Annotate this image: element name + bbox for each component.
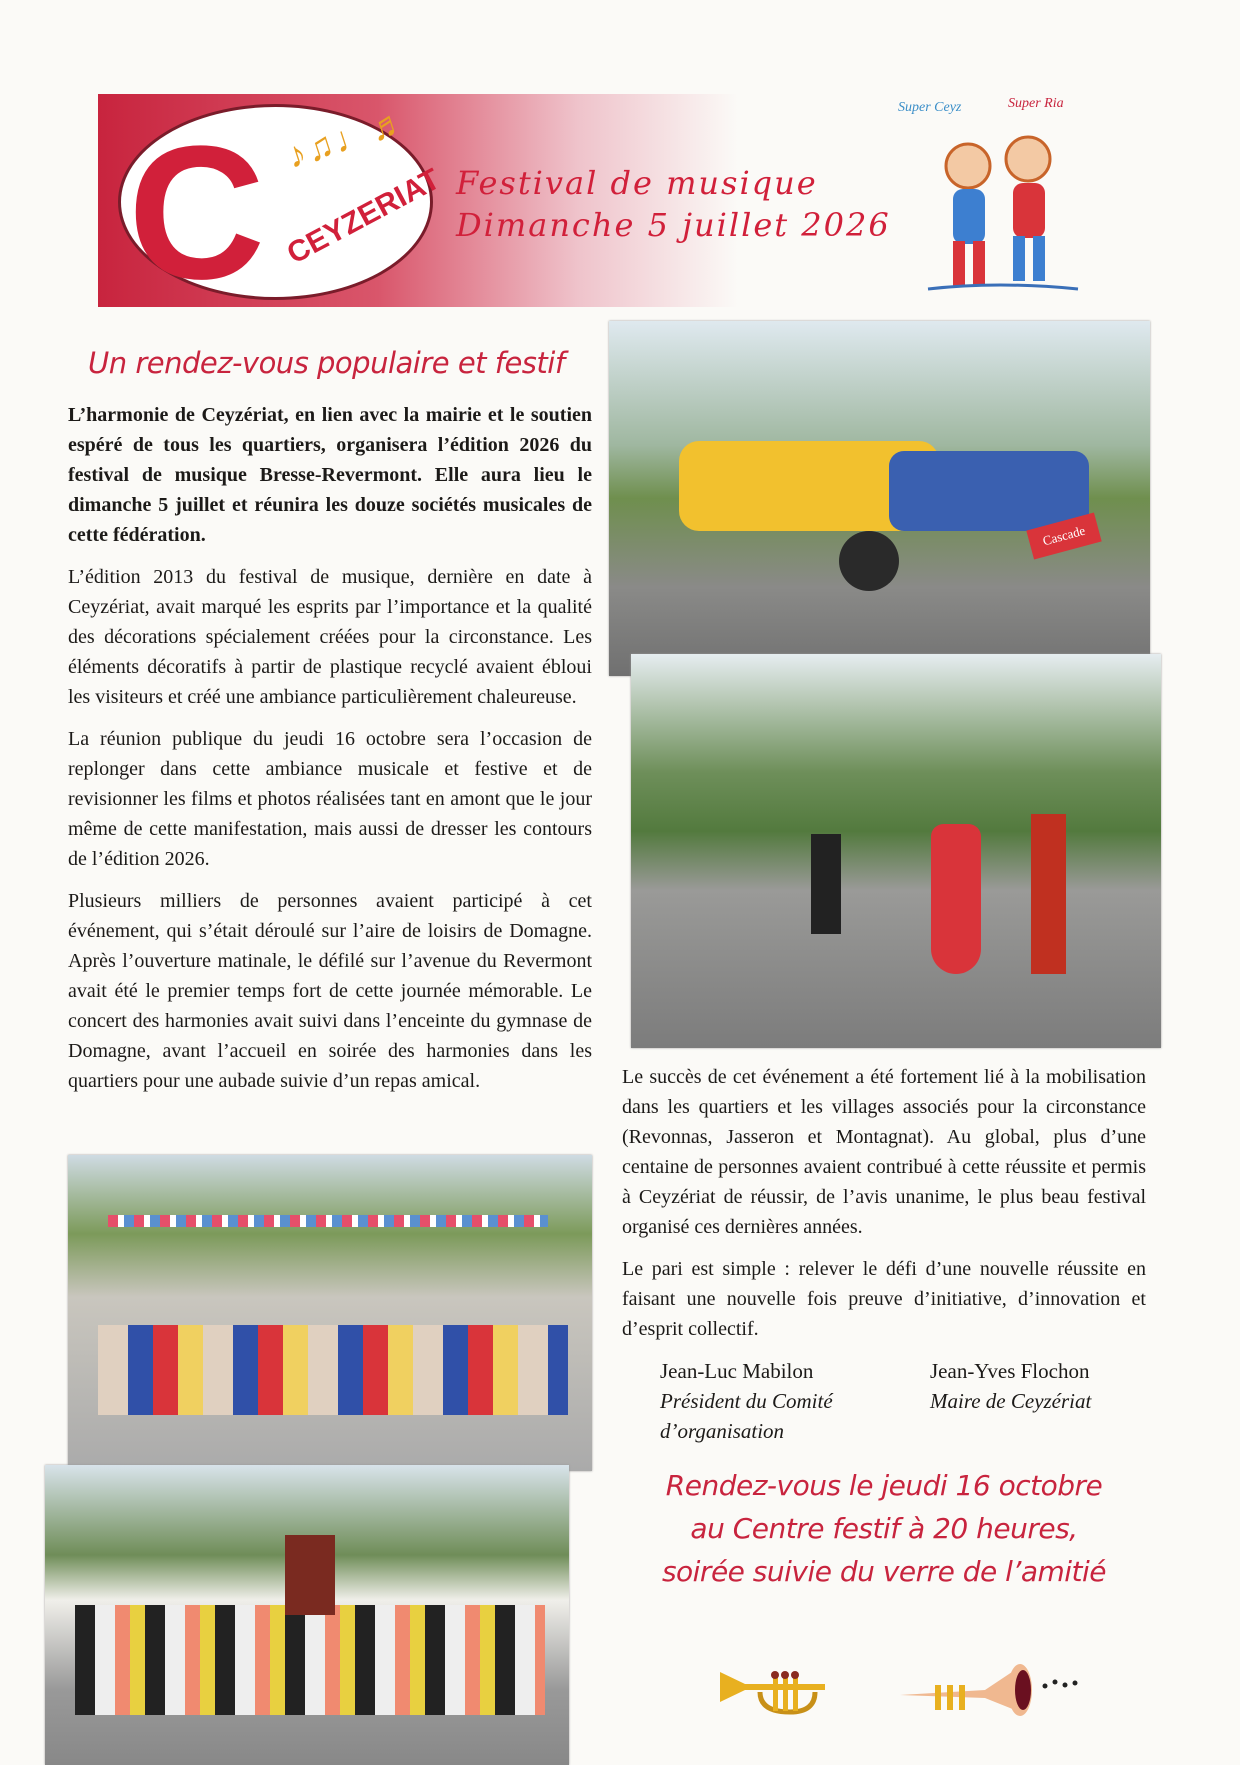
float-sign: Cascade — [1026, 512, 1101, 559]
paragraph: Le succès de cet événement a été fortement lié à la mobilisation dans les quartiers et les villages associés pour la circonstance (Revonnas, Jasseron et Montagnat). Au global, plus d’une centaine de personnes avaient contribué à cette réussite et permis à Ceyzériat de réussir, de l’avis unanime, le plus beau festival organisé ces dernières années. — [622, 1066, 1146, 1238]
photo-parade-dresses — [68, 1155, 592, 1471]
mascot-name-ceyz: Super Ceyz — [898, 100, 962, 115]
festival-title — [456, 162, 891, 246]
photo-flower-float — [609, 321, 1150, 676]
festival-date: Dimanche 5 juillet 2026 — [456, 206, 891, 244]
logo-c-letter: C — [128, 107, 266, 319]
festival-title-line1: Festival de musique — [456, 164, 818, 202]
intro-paragraph: L’harmonie de Ceyzériat, en lien avec la mairie et le soutien espéré de tous les quartiers, organisera l’édition 2026 du festival de musique Bresse-Revermont. Elle aura lieu le dimanche 5 juillet et réunira les douze sociétés musicales de cette fédération. — [68, 404, 592, 546]
logo-text: CEYZERIAT — [281, 162, 446, 271]
left-column — [68, 400, 592, 1108]
paragraph: Plusieurs milliers de personnes avaient participé à cet événement, qui s’était déroulé sur l’aire de loisirs de Domagne. Après l’ouverture matinale, le défilé sur l’avenue du Revermont avait été le premier temps fort de cette journée mémorable. Le concert des harmonies avait suivi dans l’enceinte du gymnase de Domagne, avant l’accueil en soirée des harmonies dans les quartiers pour une aubade suivie d’un repas amical. — [68, 890, 592, 1092]
callout-line: au Centre festif à 20 heures, — [690, 1512, 1078, 1545]
paragraph: La réunion publique du jeudi 16 octobre sera l’occasion de replonger dans cette ambiance musicale et festive et de revisionner les films et photos réalisées tant en amont que le jour même de cette manifestation, mais aussi de dresser les contours de l’édition 2026. — [68, 728, 592, 870]
mascots-illustration — [898, 96, 1098, 296]
signature-mayor — [930, 1356, 1091, 1446]
article-heading: Un rendez-vous populaire et festif — [88, 346, 565, 380]
signature-role: Maire de Ceyzériat — [930, 1389, 1092, 1413]
running-kids-icon — [908, 121, 1098, 296]
paragraph: L’édition 2013 du festival de musique, dernière en date à Ceyzériat, avait marqué les esprits par l’importance et la qualité des décorations spécialement créées pour la circonstance. Les éléments décoratifs à partir de plastique recyclé avaient ébloui les visiteurs et créé une ambiance particulièrement chaleureuse. — [68, 566, 592, 708]
right-column — [622, 1062, 1146, 1593]
callout-line: soirée suivie du verre de l’amitié — [661, 1555, 1107, 1588]
signature-president — [660, 1356, 890, 1446]
signature-name: Jean-Luc Mabilon — [660, 1359, 814, 1383]
horn-icon — [895, 1650, 1085, 1720]
photo-parade-musicians — [45, 1465, 569, 1765]
signature-role: Président du Comité d’organisation — [660, 1389, 833, 1443]
trumpet-icon — [715, 1662, 835, 1722]
photo-parade-costumes — [631, 654, 1161, 1048]
signatures — [622, 1356, 1146, 1446]
mascot-name-ria: Super Ria — [1008, 96, 1064, 111]
paragraph: Le pari est simple : relever le défi d’une nouvelle réussite en faisant une nouvelle fois preuve d’initiative, d’innovation et d’esprit collectif. — [622, 1258, 1146, 1340]
event-callout — [622, 1464, 1146, 1593]
callout-line: Rendez-vous le jeudi 16 octobre — [665, 1469, 1103, 1502]
music-notes-icon: ♪♫♩♬ — [281, 99, 414, 177]
signature-name: Jean-Yves Flochon — [930, 1359, 1090, 1383]
